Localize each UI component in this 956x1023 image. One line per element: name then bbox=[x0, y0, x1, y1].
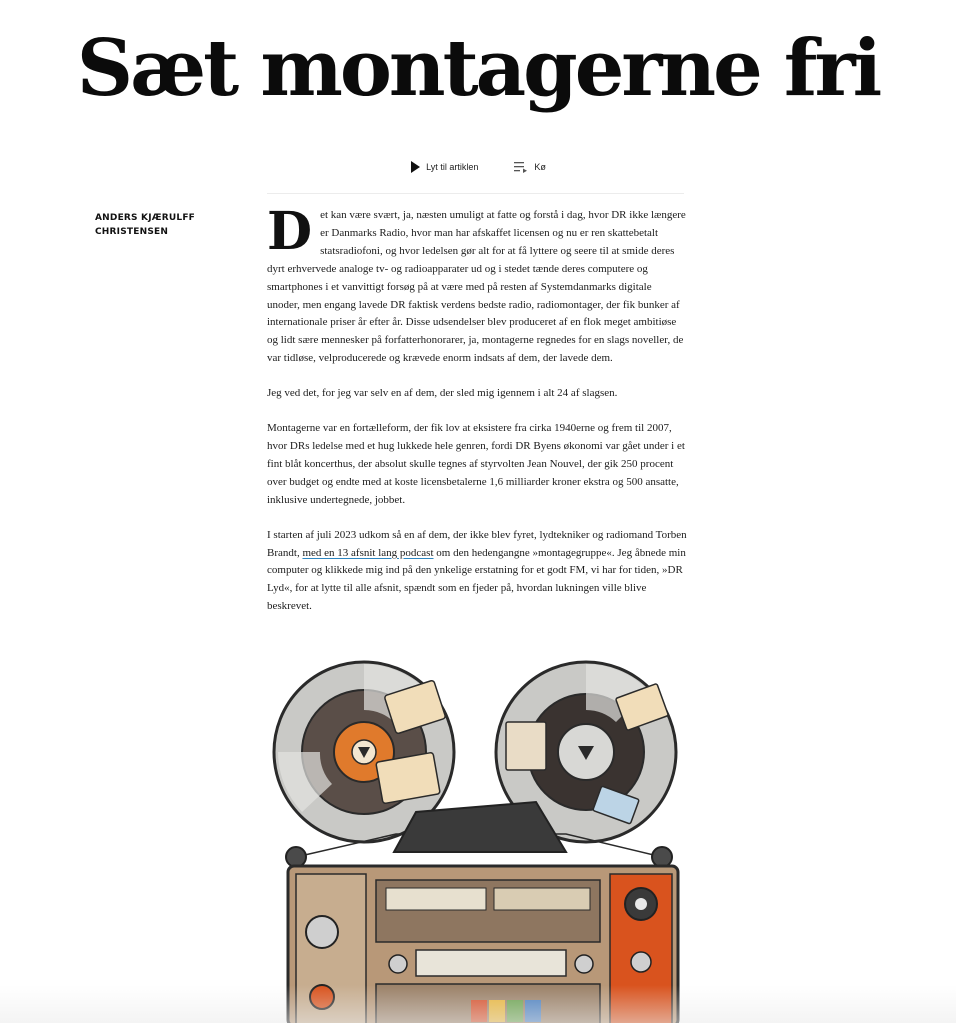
podcast-link[interactable]: med en 13 afsnit lang podcast bbox=[302, 546, 434, 559]
queue-button[interactable] bbox=[514, 161, 546, 173]
queue-label: Kø bbox=[534, 162, 546, 172]
article-title: Sæt montagerne fri bbox=[76, 23, 880, 114]
dropcap: D bbox=[267, 201, 313, 262]
queue-icon bbox=[514, 161, 528, 173]
paragraph-4-end: om den hedengangne »montagegruppe«. Jeg åbnede min computer og klikkede mig ind på den ynkelige erstatning for et godt FM, vi har for tiden, »DR Lyd«, for at lytte til alle afsnit, spændt som en fjeder på, hvordan lukningen ville blive beskrevet. bbox=[267, 546, 686, 613]
tape-recorder-illustration bbox=[266, 652, 696, 1023]
toolbar-divider bbox=[267, 193, 684, 194]
paragraph-4-start: I starten af juli 2023 udkom så en af dem, der ikke blev fyret, lydtekniker og radiomand Torben Brandt, bbox=[267, 528, 687, 559]
paragraph-1-text: et kan være svært, ja, næsten umuligt at fatte og forstå i dag, hvor DR ikke længere er Danmarks Radio, hvor man har afskaffet licensen og nu er ren skattebetalt statsradiofoni, og hvor ledelsen gør alt for at få lyttere og seere til at smide deres dyrt erhvervede analoge tv- og radioapparater ud og i stedet tænde deres computere og smartphones i et vanvittigt forsøg på at være med på resten af Systemdanmarks digitale unoder, men engang lavede DR faktisk verdens bedste radio, radiomontager, der fik bunker af internationale priser år efter år. Disse udsendelser blev produceret af en flok meget ambitiøse og lidt sære mennesker på forfatterhonorarer, ja, montagerne regnedes for en slags noveller, de var tidløse, velproducerede og krævede enorm indsats af dem, der lavede dem. bbox=[267, 209, 686, 365]
listen-button[interactable] bbox=[410, 161, 478, 173]
listen-label: Lyt til artiklen bbox=[426, 162, 479, 172]
play-icon bbox=[410, 161, 420, 173]
author-byline[interactable]: ANDERS KJÆRULFF CHRISTENSEN bbox=[95, 213, 196, 237]
paragraph-3: Montagerne var en fortælleform, der fik lov at eksistere fra cirka 1940erne og frem til 2007, hvor DRs ledelse med et hug lukkede hele genren, fordi DR Byens økonomi var gået under i et fint blåt koncerthus, der absolut skulle tegnes af styrvolten Jean Nouvel, der gik 250 procent over budget og endte med at koste licensbetalerne 1,6 milliarder kroner ekstra og 500 ansatte, inklusive undertegnede, jobbet. bbox=[267, 422, 685, 506]
article-toolbar bbox=[0, 156, 956, 178]
paragraph-4 bbox=[267, 527, 687, 617]
article-body bbox=[267, 201, 687, 633]
paragraph-1 bbox=[267, 201, 687, 368]
paragraph-2: Jeg ved det, for jeg var selv en af dem, der sled mig igennem i alt 24 af slagsen. bbox=[267, 387, 618, 400]
